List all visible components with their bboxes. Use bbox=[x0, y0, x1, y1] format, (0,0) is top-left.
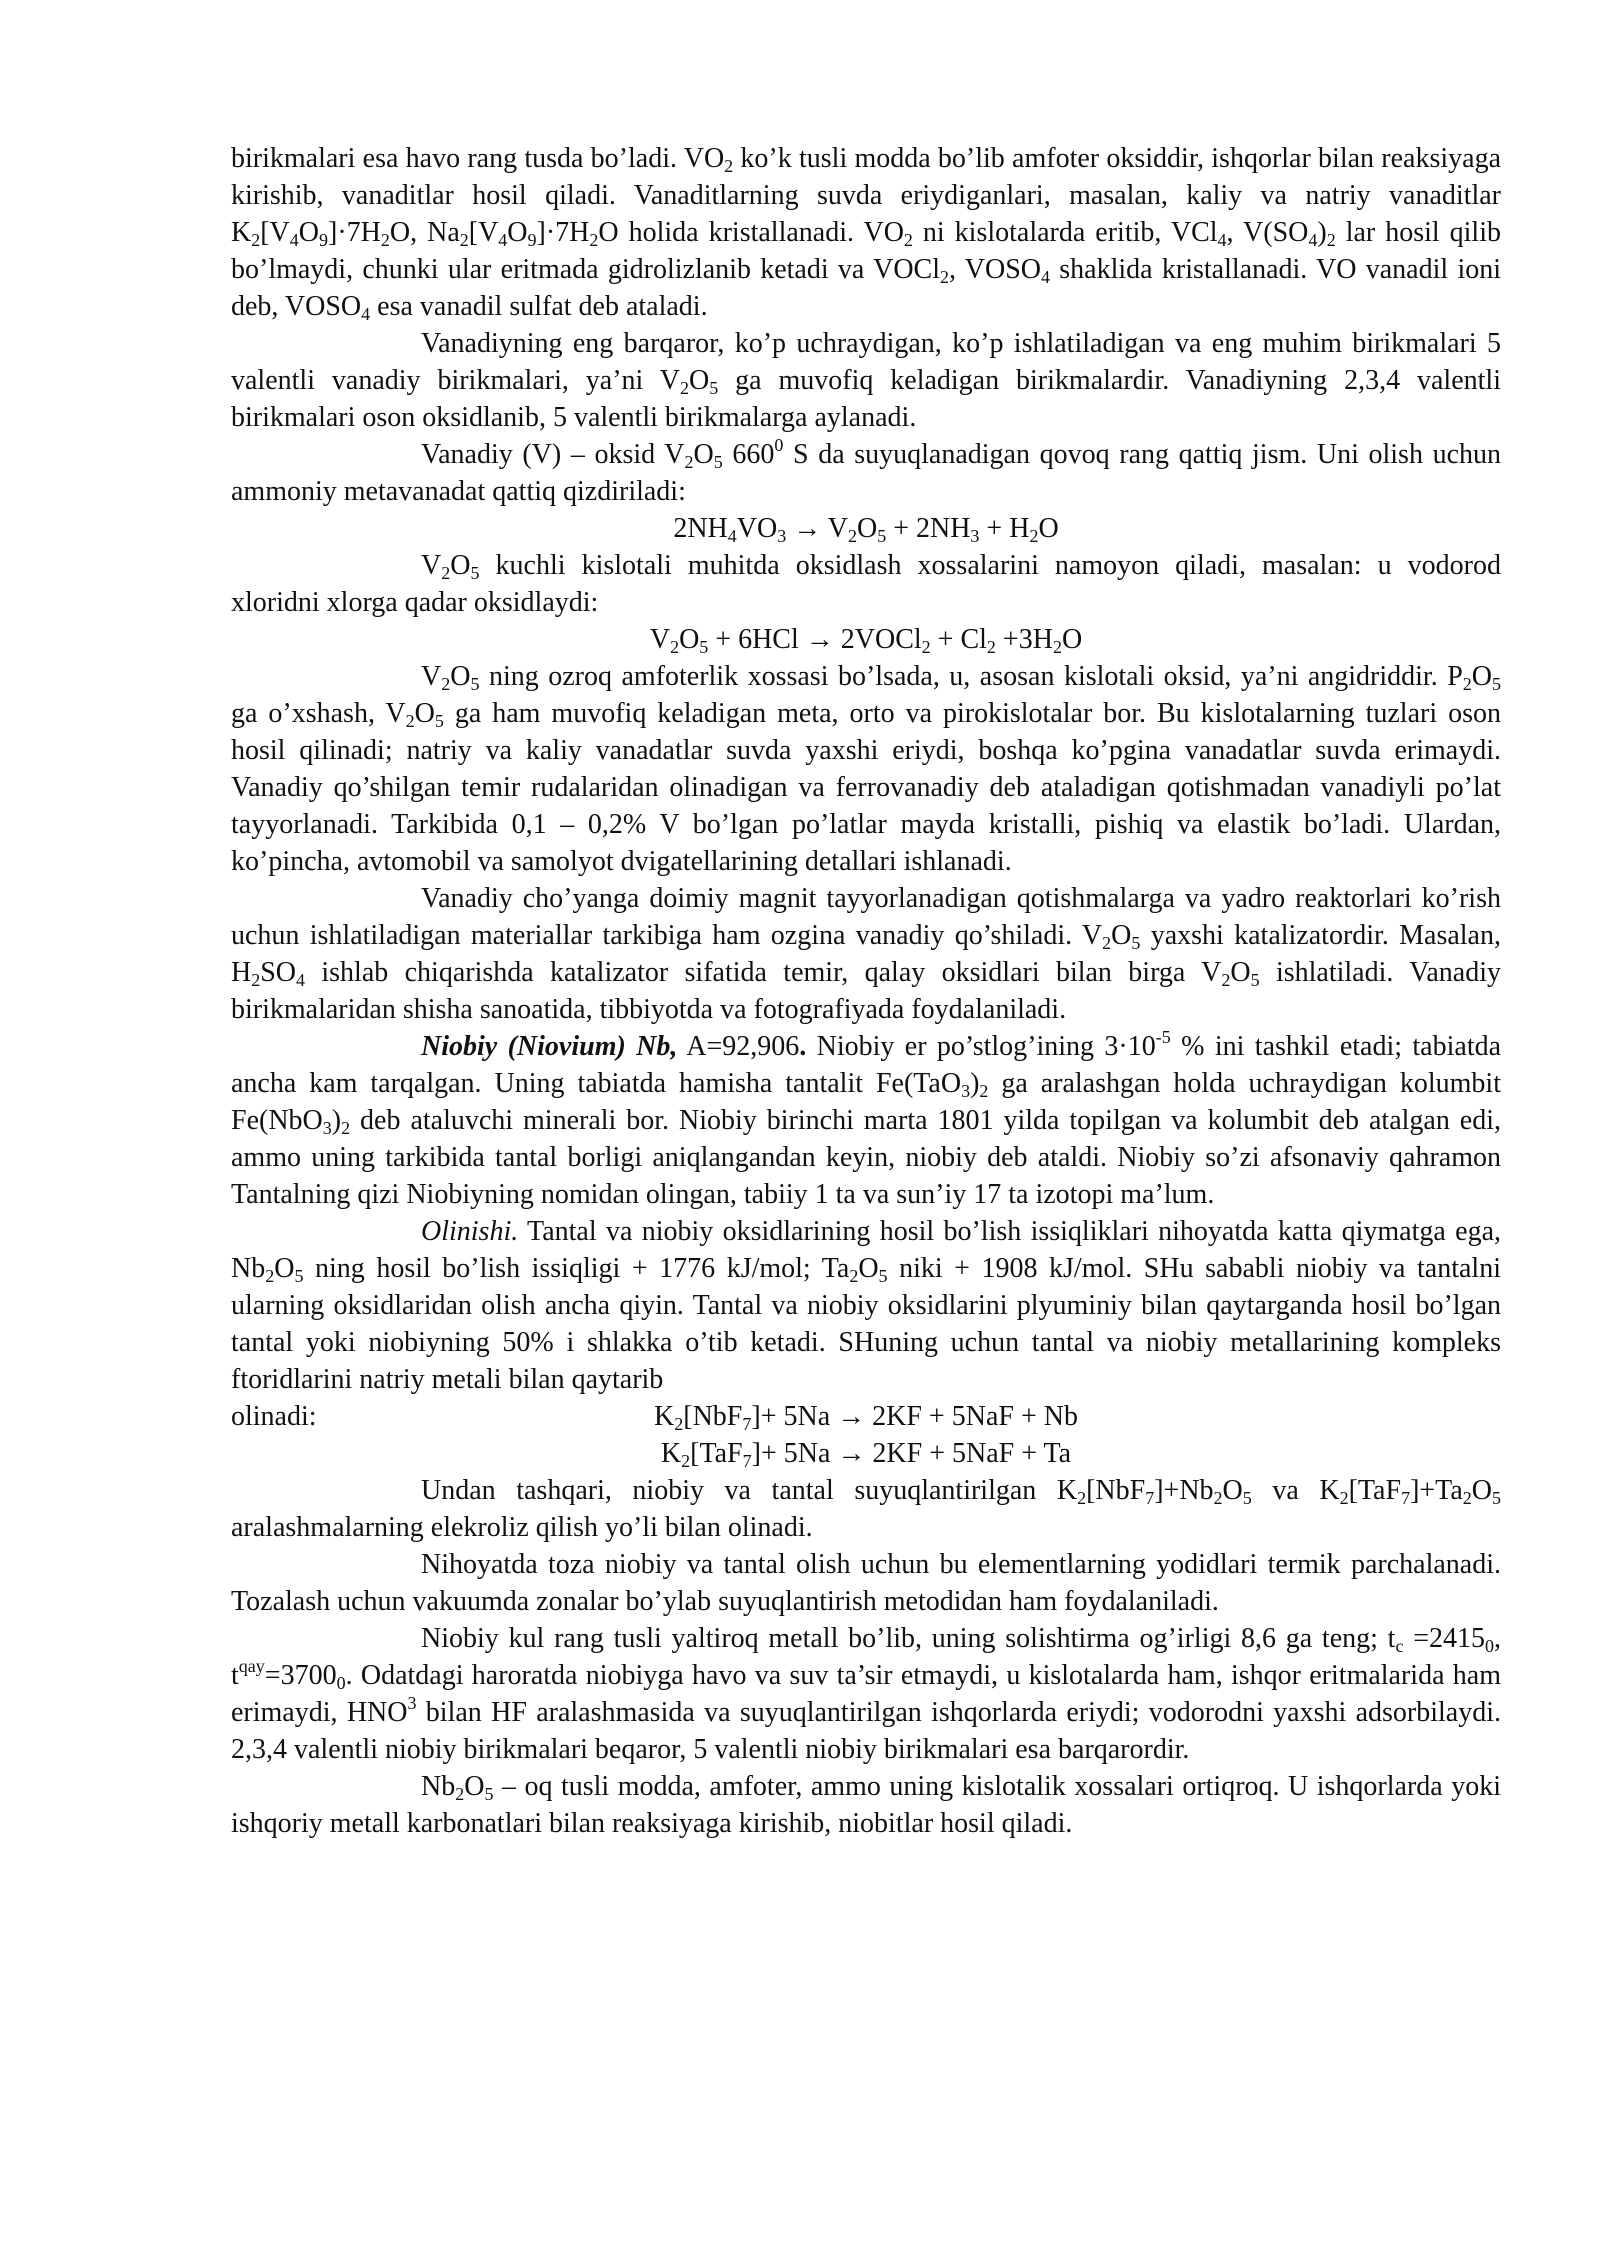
subscript: 4 bbox=[498, 230, 508, 250]
niobium-heading: Niobiy (Niovium) Nb, bbox=[421, 1031, 678, 1062]
document-page bbox=[231, 140, 1501, 1842]
subscript: 2 bbox=[1077, 1488, 1087, 1508]
equation-hcl-oxidation: $V_2O_5 + 6HCl$ → 2VOCl$_2$ + $Cl_2 +3H_2O$ bbox=[649, 624, 1083, 657]
paragraph-vanadium-uses: Vanadiy cho’yanga doimiy magnit tayyorlanadigan qotishmalarga va yadro reaktorlari ko’rish uchun ishlatiladigan materiallar tarkibiga ham ozgina vanadiy qo’shiladi. $V_2O_5$ yaxshi katalizatordir. Masalan, $H_2SO_4$ ishlab chiqarishda katalizator sifatida temir, qalay oksidlari bilan birga $V_2O_5$ ishlatiladi. Vanadiy birikmalaridan shisha sanoatida, tibbiyotda va fotografiyada foydalaniladi. bbox=[231, 883, 1501, 1025]
paragraph-niobium-properties: Niobiy kul rang tusli yaltiroq metall bo’lib, uning solishtirma og’irligi 8,6 ga teng; $t_c =2415_0$, $t^{qay}=3700_0$. Odatdagi haroratda niobiyga havo va suv ta’sir etmaydi, u kislotalarda ham, ishqor eritmalarida ham erimaydi, HNO$^3$ bilan HF aralashmasida va suyuqlantirilgan ishqorlarda eriydi; vodorodni yaxshi adsorbilaydi. 2,3,4 valentli niobiy birikmalari beqaror, 5 valentli niobiy birikmalari esa barqarordir. bbox=[231, 1623, 1501, 1765]
subscript: 2 bbox=[405, 711, 415, 731]
subscript: 5 bbox=[1492, 674, 1501, 694]
subscript: 9 bbox=[527, 230, 537, 250]
subscript: 4 bbox=[1217, 230, 1227, 250]
paragraph-niobium-intro bbox=[231, 1028, 1501, 1213]
subscript: 9 bbox=[319, 230, 329, 250]
subscript: 2 bbox=[679, 378, 689, 398]
paragraph-pentavalent-vanadium: Vanadiyning eng barqaror, ko’p uchraydigan, ko’p ishlatiladigan va eng muhim birikmalari 5 valentli vanadiy birikmalari, ya’ni $V_2O_5$ ga muvofiq keladigan birikmalardir. Vanadiyning 2,3,4 valentli birikmalari oson oksidlanib, 5 valentli birikmalarga aylanadi. bbox=[231, 328, 1501, 433]
subscript: 7 bbox=[1145, 1488, 1155, 1508]
subscript: 4 bbox=[361, 304, 371, 324]
subscript: 2 bbox=[265, 1266, 275, 1286]
subscript: 5 bbox=[1250, 970, 1260, 990]
subscript: 5 bbox=[1131, 933, 1141, 953]
subscript: 5 bbox=[470, 674, 480, 694]
subscript: 2 bbox=[459, 230, 469, 250]
subscript: 5 bbox=[713, 452, 723, 472]
subscript: 4 bbox=[296, 970, 306, 990]
subscript: 2 bbox=[674, 1414, 684, 1434]
subscript: 2 bbox=[724, 156, 734, 176]
superscript: 3 bbox=[407, 1693, 417, 1713]
subscript: 2 bbox=[670, 637, 680, 657]
subscript: 0 bbox=[1485, 1636, 1494, 1656]
subscript: 2 bbox=[441, 674, 451, 694]
subscript: 2 bbox=[684, 452, 694, 472]
subscript: 4 bbox=[1041, 267, 1051, 287]
obtaining-text: Tantal va niobiy oksidlarining hosil bo’lish issiqliklari nihoyatda katta qiymatga ega, $Nb_2O_5$ ning hosil bo’lish issiqligi + 1776 kJ/mol; $Ta_2O_5$ niki + 1908 kJ/mol. SHu sababli niobiy va tantalni ularning oksidlaridan olish ancha qiyin. Tantal va niobiy oksidlarini plyuminiy bilan qaytarganda hosil bo’lgan tantal yoki niobiyning 50% i shlakka o’tib ketadi. SHuning uchun tantal va niobiy metallarining kompleks ftoridlarini natriy metali bilan qaytarib bbox=[231, 1216, 1501, 1395]
subscript: 5 bbox=[484, 1784, 494, 1804]
paragraph-electrolysis: Undan tashqari, niobiy va tantal suyuqlantirilgan $K_2[NbF_7]+Nb_2O_5$ va $K_2[TaF_7]+Ta_2O_5$ aralashmalarning elekroliz qilish yo’li bilan olinadi. bbox=[231, 1475, 1501, 1543]
subscript: 2 bbox=[847, 526, 857, 546]
niobium-intro-text: Niobiy er po’stlog’ining $3\cdot 10^{-5}$ % ini tashkil etadi; tabiatda ancha kam tarqalgan. Uning tabiatda hamisha tantalit $Fe(TaO_3)_2$ ga aralashgan holda uchraydigan kolumbit $Fe(NbO_3)_2$ deb ataluvchi minerali bor. Niobiy birinchi marta 1801 yilda topilgan va kolumbit deb atalgan edi, ammo uning tarkibida tantal borligi aniqlangandan keyin, niobiy deb ataldi. Niobiy so’zi afsonaviy qahramon Tantalning qizi Niobiyning nomidan olingan, tabiiy 1 ta va sun’iy 17 ta izotopi ma’lum. bbox=[231, 1027, 1502, 1210]
superscript: 0 bbox=[774, 435, 784, 455]
subscript: 2 bbox=[589, 230, 599, 250]
equation-ammonium-metavanadate: $2NH_4VO_3 \to V_2O_5 + 2NH_3 + H_2O$ bbox=[673, 513, 1059, 546]
paragraph-oxidizing-properties: $V_2O_5$ kuchli kislotali muhitda oksidlash xossalarini namoyon qiladi, masalan: u vodorod xloridni xlorga qadar oksidlaydi: bbox=[231, 550, 1501, 618]
subscript: 0 bbox=[336, 1673, 346, 1693]
subscript: 2 bbox=[1462, 674, 1472, 694]
subscript: 5 bbox=[1242, 1488, 1252, 1508]
paragraph-purification: Nihoyatda toza niobiy va tantal olish uchun bu elementlarning yodidlari termik parchalanadi. Tozalash uchun vakuumda zonalar bo’ylab suyuqlantirish metodidan ham foydalaniladi. bbox=[231, 1549, 1501, 1617]
subscript: 5 bbox=[877, 526, 887, 546]
superscript: qay bbox=[238, 1656, 265, 1676]
obtaining-heading: Olinishi. bbox=[421, 1216, 519, 1247]
subscript: 2 bbox=[986, 637, 996, 657]
subscript: 2 bbox=[979, 1081, 989, 1101]
subscript: 2 bbox=[681, 1451, 691, 1471]
subscript: 5 bbox=[294, 1266, 304, 1286]
subscript: 2 bbox=[455, 1784, 465, 1804]
subscript: 2 bbox=[940, 267, 949, 287]
subscript: 4 bbox=[727, 526, 737, 546]
superscript: -5 bbox=[1155, 1027, 1171, 1047]
subscript: 2 bbox=[1326, 230, 1336, 250]
subscript: 5 bbox=[434, 711, 444, 731]
subscript: c bbox=[1395, 1636, 1404, 1656]
subscript: 2 bbox=[251, 230, 261, 250]
subscript: 4 bbox=[289, 230, 299, 250]
subscript: 4 bbox=[1308, 230, 1318, 250]
paragraph-vanadium-oxide-vo2: birikmalari esa havo rang tusda bo’ladi. $VO_2$ ko’k tusli modda bo’lib amfoter oksiddir, ishqorlar bilan reaksiyaga kirishib, vanaditlar hosil qiladi. Vanaditlarning suvda eriydiganlari, masalan, kaliy va natriy vanaditlar $K_2[V_4O_9]\cdot 7H_2O$, $Na_2[V_4O_9]\cdot 7H_2O$ holida kristallanadi. $VO_2$ ni kislotalarda eritib, VCl$_4$, $V(SO_4)_2$ lar hosil qilib bo’lmaydi, chunki ular eritmada gidrolizlanib ketadi va VOCl$_2$, $VOSO_4$ shaklida kristallanadi. VO vanadil ioni deb, $VOSO_4$ esa vanadil sulfat deb ataladi. bbox=[231, 143, 1501, 324]
subscript: 2 bbox=[1339, 1488, 1349, 1508]
subscript: 2 bbox=[251, 970, 261, 990]
equation-niobium-reduction: $K_2[NbF_7]+ 5Na \to 2KF + 5NaF + Nb$ bbox=[654, 1401, 1078, 1434]
equation-niobium-reduction-row: olinadi: $K_2[NbF_7]+ 5Na \to 2KF + 5NaF + Nb$ bbox=[231, 1398, 1501, 1435]
subscript: 5 bbox=[878, 1266, 888, 1286]
subscript: 2 bbox=[1221, 970, 1231, 990]
paragraph-obtaining bbox=[231, 1213, 1501, 1398]
equation-tantalum-reduction: $K_2[TaF_7]+ 5Na \to 2KF + 5NaF + Ta$ bbox=[660, 1438, 1072, 1471]
subscript: 2 bbox=[1102, 933, 1112, 953]
subscript: 2 bbox=[341, 1118, 351, 1138]
subscript: 2 bbox=[903, 230, 913, 250]
subscript: 5 bbox=[1492, 1488, 1501, 1508]
subscript: 5 bbox=[699, 637, 709, 657]
subscript: 5 bbox=[709, 378, 719, 398]
subscript: 7 bbox=[742, 1451, 752, 1471]
subscript: 3 bbox=[961, 1081, 971, 1101]
subscript: 2 bbox=[849, 1266, 859, 1286]
subscript: 2 bbox=[441, 563, 451, 583]
paragraph-niobium-pentoxide: $Nb_2O_5$ – oq tusli modda, amfoter, ammo uning kislotalik xossalari ortiqroq. U ishqorlarda yoki ishqoriy metall karbonatlari bilan reaksiyaga kirishib, niobitlar hosil qiladi. bbox=[231, 1771, 1501, 1839]
subscript: 2 bbox=[1213, 1488, 1223, 1508]
subscript: 5 bbox=[470, 563, 480, 583]
subscript: 3 bbox=[322, 1118, 332, 1138]
subscript: 7 bbox=[742, 1414, 752, 1434]
niobium-atomic-mass: A=92,906 bbox=[677, 1031, 800, 1062]
subscript: 2 bbox=[921, 637, 931, 657]
subscript: 3 bbox=[777, 526, 787, 546]
subscript: 7 bbox=[1401, 1488, 1411, 1508]
subscript: 3 bbox=[970, 526, 980, 546]
subscript: 2 bbox=[1052, 637, 1062, 657]
subscript: 2 bbox=[380, 230, 390, 250]
paragraph-vanadium-pentoxide: Vanadiy (V) – oksid $V_2O_5$ $660^0$ S da suyuqlanadigan qovoq rang qattiq jism. Uni olish uchun ammoniy metavanadat qattiq qizdiriladi: bbox=[231, 435, 1501, 507]
subscript: 2 bbox=[1029, 526, 1039, 546]
niobium-heading-dot: . bbox=[799, 1031, 807, 1062]
subscript: 2 bbox=[1462, 1488, 1472, 1508]
paragraph-amphoteric-properties: $V_2O_5$ ning ozroq amfoterlik xossasi bo’lsada, u, asosan kislotali oksid, ya’ni angidriddir. $P_2O_5$ ga o’xshash, $V_2O_5$ ga ham muvofiq keladigan meta, orto va pirokislotalar bor. Bu kislotalarning tuzlari oson hosil qilinadi; natriy va kaliy vanadatlar suvda yaxshi eriydi, boshqa ko’pgina vanadatlar suvda erimaydi. Vanadiy qo’shilgan temir rudalaridan olinadigan va ferrovanadiy deb ataladigan qotishmadan vanadiyli po’lat tayyorlanadi. Tarkibida 0,1 – 0,2% V bo’lgan po’latlar mayda kristalli, pishiq va elastik bo’ladi. Ulardan, ko’pincha, avtomobil va samolyot dvigatellarining detallari ishlanadi. bbox=[231, 661, 1501, 877]
